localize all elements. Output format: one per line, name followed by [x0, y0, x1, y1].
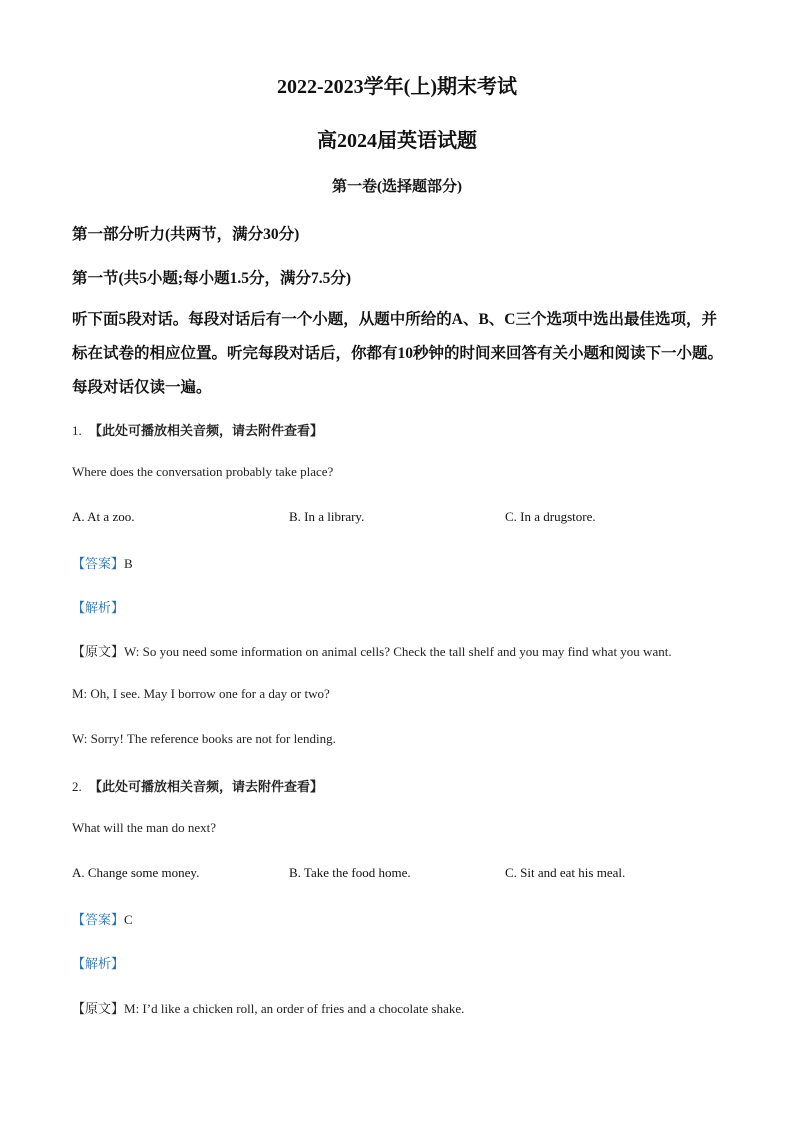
question-2-header [72, 776, 323, 795]
question-1-header [72, 420, 323, 439]
question-1-option-c: C. In a drugstore. [505, 509, 596, 524]
question-2-transcript-line-1 [72, 998, 464, 1017]
question-2-option-c: C. Sit and eat his meal. [505, 865, 626, 880]
question-2-prompt: What will the man do next? [72, 820, 217, 835]
transcript-label: 【原文】 [72, 644, 125, 659]
audio-note: 【此处可播放相关音频，请去附件查看】 [89, 423, 324, 438]
analysis-label: 【解析】 [72, 956, 125, 971]
question-1-transcript-line-2: M: Oh, I see. May I borrow one for a day or two? [72, 686, 330, 701]
exam-subtitle: 高2024届英语试题 [317, 130, 477, 152]
question-2-analysis-label [72, 953, 124, 972]
question-1-prompt: Where does the conversation probably take place? [72, 464, 334, 479]
question-1-transcript-line-3: W: Sorry! The reference books are not for lending. [72, 731, 336, 746]
answer-label: 【答案】 [72, 556, 125, 571]
analysis-label: 【解析】 [72, 600, 125, 615]
instructions-paragraph: 听下面5段对话。每段对话后有一个小题，从题中所给的A、B、C三个选项中选出最佳选项，并标在试卷的相应位置。听完每段对话后，你都有10秒钟的时间来回答有关小题和阅读下一小题。每段对话仅读一遍。 [72, 311, 724, 396]
question-number: 2. [72, 779, 82, 794]
transcript-text: W: So you need some information on animal cells? Check the tall shelf and you may find what you want. [124, 644, 672, 659]
transcript-text: M: I’d like a chicken roll, an order of fries and a chocolate shake. [124, 1001, 465, 1016]
question-2-option-a: A. Change some money. [72, 865, 200, 880]
question-1-analysis-label [72, 597, 124, 616]
answer-value: B [124, 556, 133, 571]
section-heading: 第一节(共5小题;每小题1.5分，满分7.5分) [72, 270, 351, 287]
question-number: 1. [72, 423, 82, 438]
audio-note: 【此处可播放相关音频，请去附件查看】 [89, 779, 324, 794]
answer-label: 【答案】 [72, 912, 125, 927]
exam-title: 2022-2023学年(上)期末考试 [277, 76, 517, 98]
question-1-option-a: A. At a zoo. [72, 509, 135, 524]
answer-value: C [124, 912, 133, 927]
question-1-transcript-line-1 [72, 641, 672, 660]
part-heading: 第一部分听力(共两节，满分30分) [72, 226, 300, 243]
question-1-option-b: B. In a library. [289, 509, 365, 524]
transcript-label: 【原文】 [72, 1001, 125, 1016]
question-2-option-b: B. Take the food home. [289, 865, 411, 880]
volume-heading: 第一卷(选择题部分) [332, 179, 462, 195]
question-2-answer [72, 909, 133, 928]
question-1-answer [72, 553, 133, 572]
